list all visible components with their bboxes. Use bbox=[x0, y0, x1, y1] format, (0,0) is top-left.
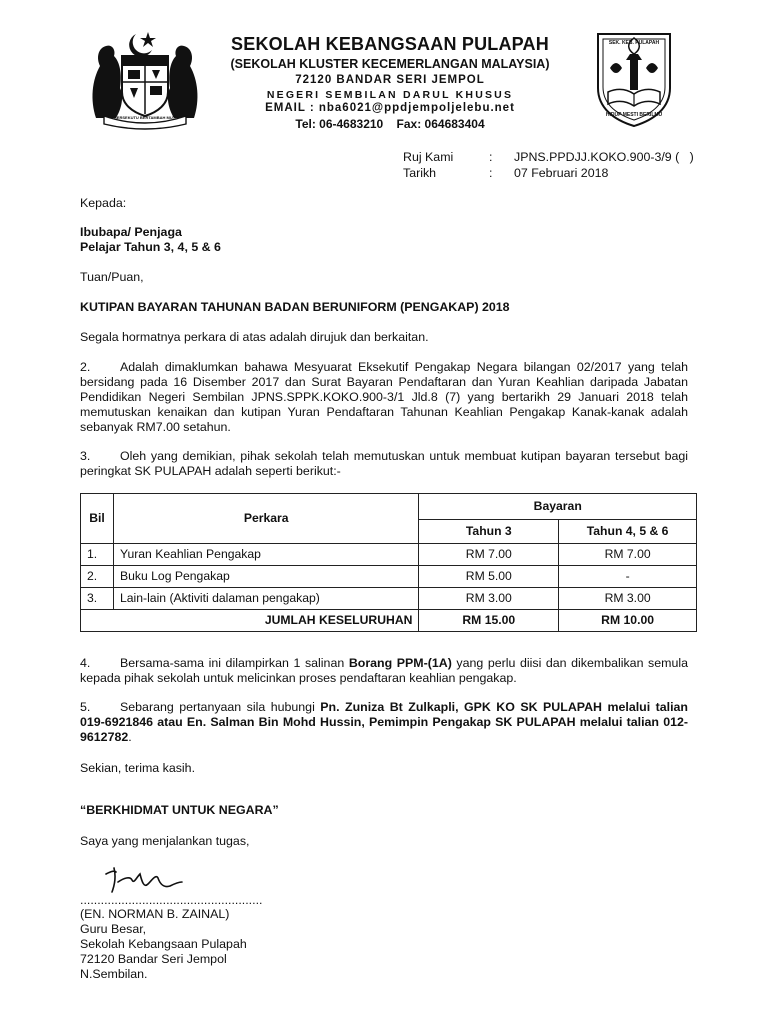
fee-table bbox=[80, 493, 697, 632]
paragraph-5-post: . bbox=[128, 730, 132, 744]
paragraph-4-post: yang perlu diisi dan dikembalikan semula kepada pihak sekolah untuk melicinkan proses pendaftaran keahlian pengakap. bbox=[80, 656, 688, 685]
signatory-address-2: 72120 Bandar Seri Jempol bbox=[80, 952, 227, 966]
header-bayaran: Bayaran bbox=[419, 494, 697, 520]
row-tahun-3: RM 7.00 bbox=[419, 544, 559, 566]
closing: Sekian, terima kasih. bbox=[80, 761, 196, 775]
address-line-2: NEGERI SEMBILAN DARUL KHUSUS bbox=[266, 89, 514, 101]
paragraph-1: Segala hormatnya perkara di atas adalah dirujuk dan berkaitan. bbox=[80, 330, 429, 344]
ruj-colon: : bbox=[489, 150, 493, 164]
ruj-value: JPNS.PPDJJ.KOKO.900-3/9 ( ) bbox=[514, 150, 694, 164]
row-bil: 2. bbox=[81, 566, 114, 588]
email-line bbox=[180, 101, 600, 116]
signatory-title: Guru Besar, bbox=[80, 922, 147, 936]
total-tahun-4-5-6: RM 10.00 bbox=[559, 610, 697, 632]
total-tahun-3: RM 15.00 bbox=[419, 610, 559, 632]
cluster-title: (SEKOLAH KLUSTER KECEMERLANGAN MALAYSIA) bbox=[230, 57, 550, 71]
motto: “BERKHIDMAT UNTUK NEGARA” bbox=[80, 803, 279, 817]
paragraph-5-bold: Pn. Zuniza Bt Zulkapli, GPK KO SK PULAPAH melalui talian 019-6921846 atau En. Salman Bin Mohd Hussin, Pemimpin Pengakap SK PULAPAH melalui talian 012-9612782 bbox=[80, 700, 688, 744]
email-link[interactable]: nba6021@ppdjempoljelebu.net bbox=[318, 102, 515, 114]
header-tahun-4-5-6: Tahun 4, 5 & 6 bbox=[559, 520, 697, 544]
paragraph-5 bbox=[80, 700, 688, 745]
tarikh-colon: : bbox=[489, 166, 493, 180]
school-name: SEKOLAH KEBANGSAAN PULAPAH bbox=[231, 34, 549, 54]
school-logo-top-text: SEK. KEB. PULAPAH bbox=[608, 40, 660, 46]
email-label: EMAIL : bbox=[265, 102, 315, 114]
subject-line: KUTIPAN BAYARAN TAHUNAN BADAN BERUNIFORM (PENGAKAP) 2018 bbox=[80, 300, 510, 314]
row-perkara: Lain-lain (Aktiviti dalaman pengakap) bbox=[113, 588, 418, 610]
paragraph-2 bbox=[80, 360, 688, 435]
row-tahun-3: RM 3.00 bbox=[419, 588, 559, 610]
address-line-1: 72120 BANDAR SERI JEMPOL bbox=[295, 74, 485, 86]
crest-motto: BERSEKUTU BERTAMBAH MUTU bbox=[113, 115, 179, 120]
total-label: JUMLAH KESELURUHAN bbox=[81, 610, 419, 632]
duty-line: Saya yang menjalankan tugas, bbox=[80, 834, 250, 848]
paragraph-2-number: 2. bbox=[80, 360, 91, 374]
paragraph-4-number: 4. bbox=[80, 656, 91, 670]
row-tahun-4-5-6: - bbox=[559, 566, 697, 588]
paragraph-4-bold: Borang PPM-(1A) bbox=[348, 656, 452, 670]
kepada-label: Kepada: bbox=[80, 196, 127, 210]
salutation: Tuan/Puan, bbox=[80, 270, 144, 284]
paragraph-4-pre: Bersama-sama ini dilampirkan 1 salinan bbox=[120, 656, 349, 670]
paragraph-3-number: 3. bbox=[80, 449, 91, 463]
table-row bbox=[81, 588, 697, 610]
paragraph-5-pre: Sebarang pertanyaan sila hubungi bbox=[120, 700, 321, 714]
school-logo-bottom-text: HIDUP MESTI BERILMU bbox=[605, 112, 663, 118]
header-perkara: Perkara bbox=[113, 494, 418, 544]
tarikh-label: Tarikh bbox=[403, 166, 437, 180]
recipient-line-1: Ibubapa/ Penjaga bbox=[80, 225, 182, 239]
signatory-address-3: N.Sembilan. bbox=[80, 967, 148, 981]
row-tahun-4-5-6: RM 7.00 bbox=[559, 544, 697, 566]
row-tahun-4-5-6: RM 3.00 bbox=[559, 588, 697, 610]
total-row bbox=[81, 610, 697, 632]
row-tahun-3: RM 5.00 bbox=[419, 566, 559, 588]
paragraph-4 bbox=[80, 656, 688, 686]
row-perkara: Buku Log Pengakap bbox=[113, 566, 418, 588]
recipient-line-2: Pelajar Tahun 3, 4, 5 & 6 bbox=[80, 240, 221, 254]
paragraph-2-text: Adalah dimaklumkan bahawa Mesyuarat Eksekutif Pengakap Negara bilangan 02/2017 yang telah bersidang pada 16 Disember 2017 dan Surat Bayaran Pendaftaran dan Yuran Keahlian daripada Jabatan Pendidikan Negeri Sembilan JPNS.SPPK.KOKO.900-3/1 Jld.8 (7) yang bertarikh 29 Januari 2018 telah memutuskan kenaikan dan kutipan Yuran Pendaftaran Tahunan Keahlian Pengakap Kanak-kanak adalah sebanyak RM7.00 setahun. bbox=[80, 360, 688, 434]
row-perkara: Yuran Keahlian Pengakap bbox=[113, 544, 418, 566]
tarikh-value: 07 Februari 2018 bbox=[514, 166, 609, 180]
header-bil: Bil bbox=[81, 494, 114, 544]
signature-dots: ..................................................... bbox=[80, 893, 263, 907]
row-bil: 3. bbox=[81, 588, 114, 610]
ruj-label: Ruj Kami bbox=[403, 150, 454, 164]
tel-fax: Tel: 06-4683210 Fax: 064683404 bbox=[295, 117, 485, 131]
paragraph-5-number: 5. bbox=[80, 700, 91, 714]
row-bil: 1. bbox=[81, 544, 114, 566]
header-tahun-3: Tahun 3 bbox=[419, 520, 559, 544]
table-row bbox=[81, 544, 697, 566]
paragraph-3-text: Oleh yang demikian, pihak sekolah telah memutuskan untuk membuat kutipan bayaran tersebut bagi peringkat SK PULAPAH adalah seperti berikut:- bbox=[80, 449, 688, 478]
signatory-name: (EN. NORMAN B. ZAINAL) bbox=[80, 907, 230, 921]
paragraph-3 bbox=[80, 449, 688, 479]
signatory-address-1: Sekolah Kebangsaan Pulapah bbox=[80, 937, 247, 951]
table-row bbox=[81, 566, 697, 588]
